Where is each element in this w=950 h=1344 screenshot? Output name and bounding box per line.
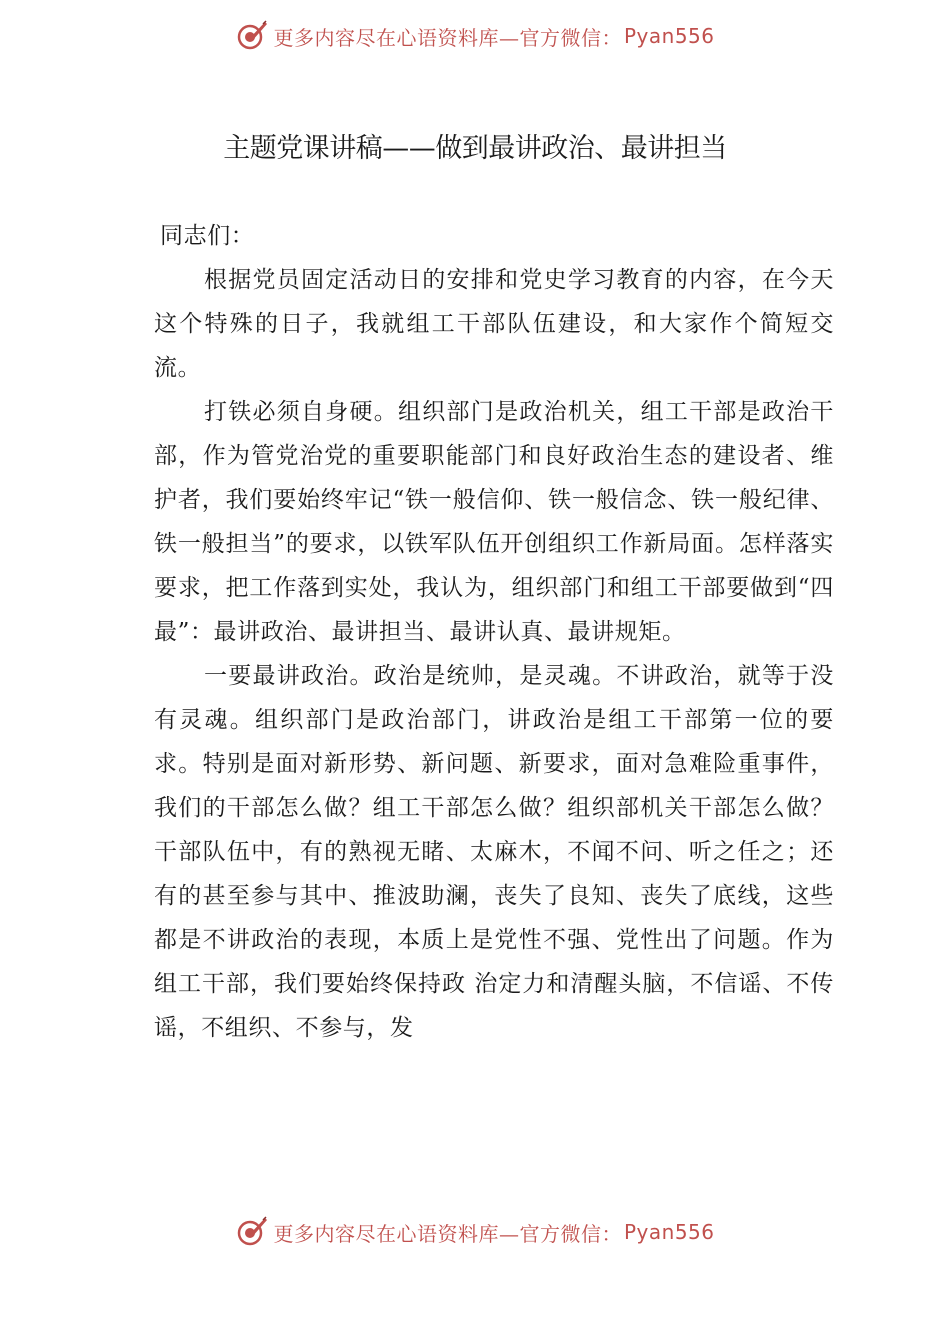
document-body xyxy=(154,214,834,1050)
document-title: 主题党课讲稿——做到最讲政治、最讲担当 xyxy=(223,133,727,164)
watermark-wechat-id: Pyan556 xyxy=(623,24,715,48)
footer-watermark xyxy=(0,1212,950,1252)
watermark-wechat-id: Pyan556 xyxy=(623,1220,715,1244)
header-watermark xyxy=(0,16,950,56)
paragraph-3: 一要最讲政治。政治是统帅，是灵魂。不讲政治，就等于没有灵魂。组织部门是政治部门，讲政治是组工干部第一位的要求。特别是面对新形势、新问题、新要求，面对急难险重事件，我们的干部怎么做？组工干部怎么做？组织部机关干部怎么做？干部队伍中，有的熟视无睹、太麻木，不闻不问、听之任之；还有的甚至参与其中、推波助澜，丧失了良知、丧失了底线，这些都是不讲政治的表现，本质上是党性不强、党性出了问题。作为组工干部，我们要始终保持政 治定力和清醒头脑，不信谣、不传谣，不组织、不参与，发 xyxy=(154,663,834,1041)
paragraph-2: 打铁必须自身硬。组织部门是政治机关，组工干部是政治干部，作为管党治党的重要职能部门和良好政治生态的建设者、维护者，我们要始终牢记“铁一般信仰、铁一般信念、铁一般纪律、铁一般担当”的要求，以铁军队伍开创组织工作新局面。怎样落实要求，把工作落到实处，我认为，组织部门和组工干部要做到“四最”：最讲政治、最讲担当、最讲认真、最讲规矩。 xyxy=(154,399,834,645)
quill-pen-logo-icon xyxy=(235,19,269,53)
quill-pen-logo-icon xyxy=(235,1215,269,1249)
watermark-text: 更多内容尽在心语资料库—官方微信： xyxy=(273,1221,622,1246)
salutation: 同志们： xyxy=(160,223,255,249)
watermark-text: 更多内容尽在心语资料库—官方微信： xyxy=(273,25,622,50)
paragraph-1: 根据党员固定活动日的安排和党史学习教育的内容，在今天这个特殊的日子，我就组工干部队伍建设，和大家作个简短交流。 xyxy=(154,267,834,381)
